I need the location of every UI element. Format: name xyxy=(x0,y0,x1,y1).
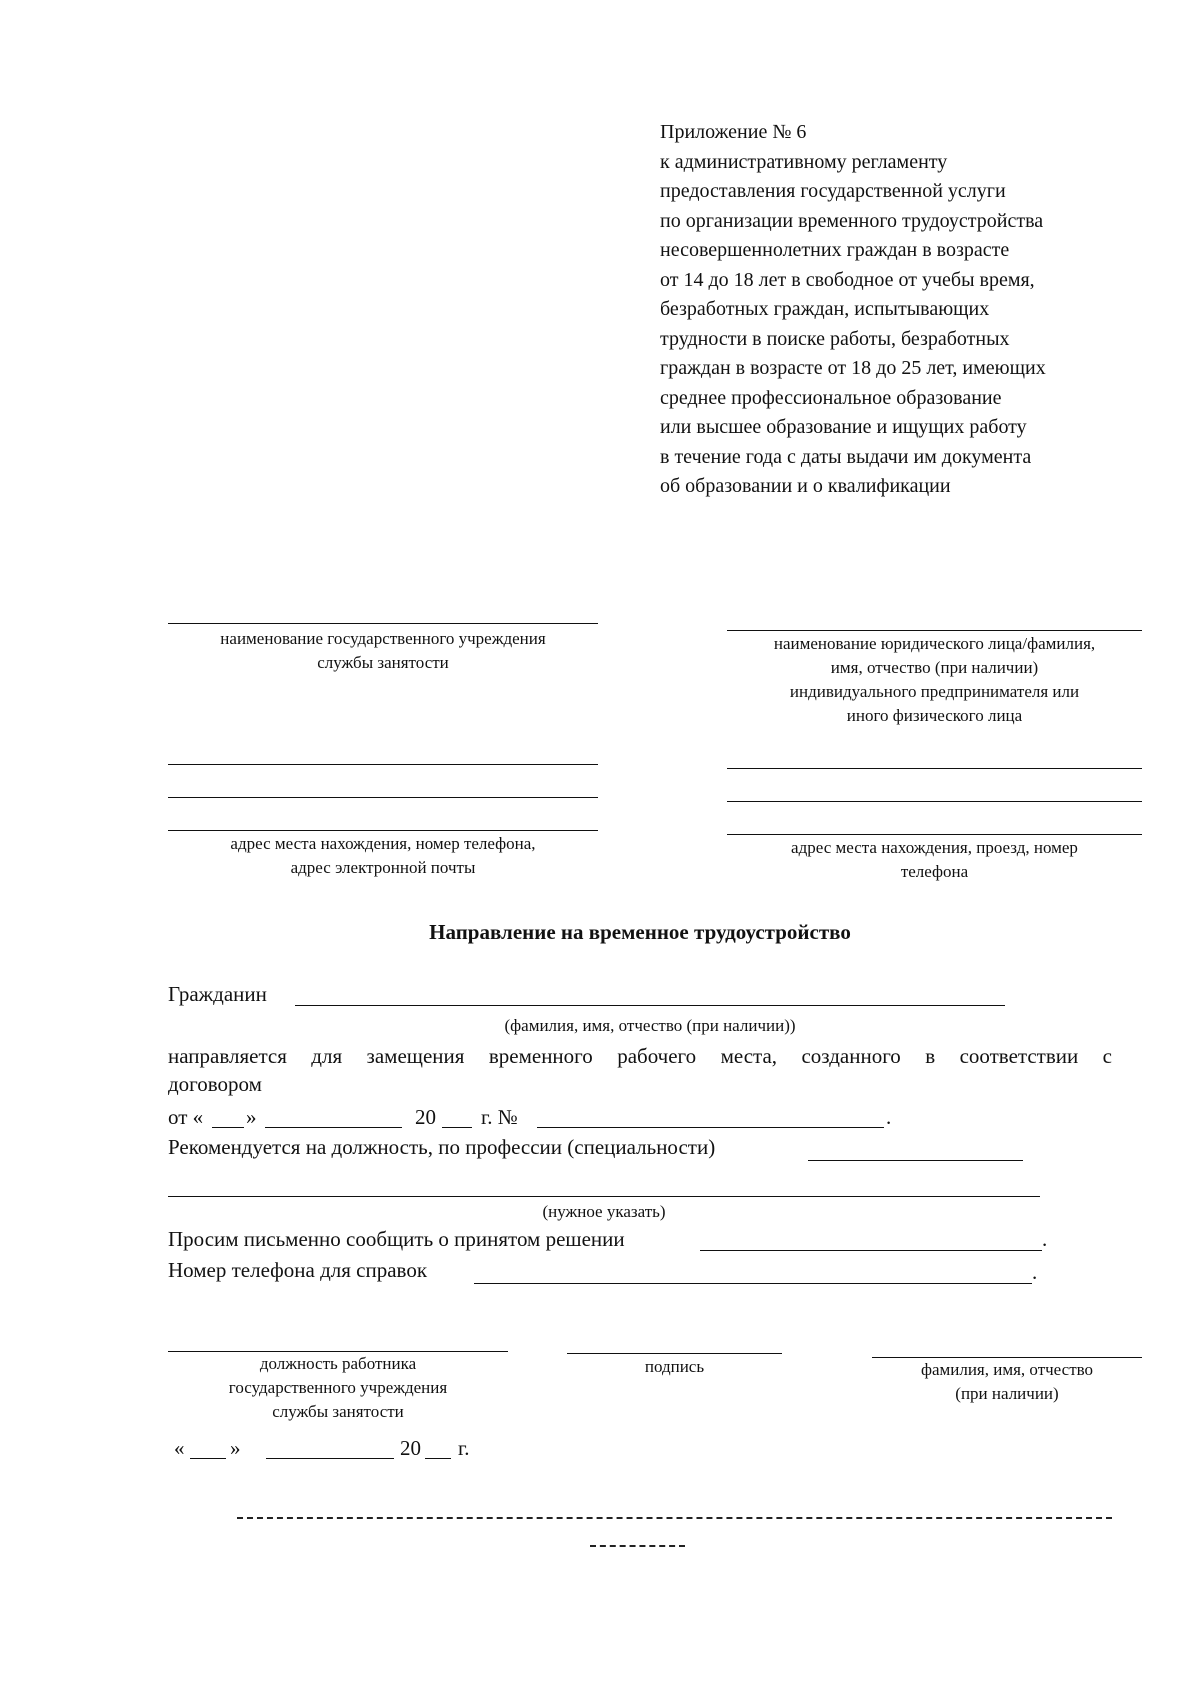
cut-separator xyxy=(237,1517,1112,1519)
fio-signature-caption: фамилия, имя, отчество (при наличии) xyxy=(920,1360,1094,1403)
appendix-line: среднее профессиональное образование xyxy=(660,386,1002,409)
appendix-line: от 14 до 18 лет в свободное от учебы время, xyxy=(660,268,1035,291)
directed-text-line: направляется для замещения временного рабочего места, созданного в соответствии с xyxy=(168,1044,1112,1068)
signature-line[interactable] xyxy=(567,1353,782,1354)
position-field[interactable] xyxy=(808,1160,1023,1161)
position-field-continued[interactable] xyxy=(168,1196,1040,1197)
institution-address-line[interactable] xyxy=(168,797,598,798)
appendix-block xyxy=(660,118,1046,502)
institution-address-caption: адрес места нахождения, номер телефона, адрес электронной почты xyxy=(230,834,536,877)
phone-field[interactable] xyxy=(474,1283,1032,1284)
date-month-field[interactable] xyxy=(266,1458,394,1459)
appendix-line: несовершеннолетних граждан в возрасте xyxy=(660,239,1010,261)
employer-address-line[interactable] xyxy=(727,768,1142,769)
date-day-field[interactable] xyxy=(190,1458,226,1459)
citizen-name-caption: (фамилия, имя, отчество (при наличии)) xyxy=(504,1016,796,1035)
appendix-line: трудности в поиске работы, безработных xyxy=(660,327,1010,350)
institution-name-line[interactable] xyxy=(168,623,598,624)
employer-address-line[interactable] xyxy=(727,834,1142,835)
institution-address-line[interactable] xyxy=(168,830,598,831)
position-signature-caption: должность работника государственного учреждения службы занятости xyxy=(228,1354,448,1421)
specify-caption: (нужное указать) xyxy=(542,1202,666,1221)
decision-label: Просим письменно сообщить о принятом решении xyxy=(168,1227,625,1251)
contract-close-quote: » xyxy=(246,1105,257,1129)
recommended-label: Рекомендуется на должность, по профессии (специальности) xyxy=(168,1135,716,1159)
contract-from-label: от « xyxy=(168,1105,204,1129)
contract-period: . xyxy=(886,1105,892,1129)
employer-name-line[interactable] xyxy=(727,630,1142,631)
contract-month-field[interactable] xyxy=(265,1127,402,1128)
decision-field[interactable] xyxy=(700,1250,1042,1251)
document-title: Направление на временное трудоустройство xyxy=(429,920,851,944)
employer-address-caption: адрес места нахождения, проезд, номер телефона xyxy=(791,838,1078,881)
appendix-line: к административному регламенту xyxy=(660,150,948,173)
contract-year-field[interactable] xyxy=(442,1127,472,1128)
date-close-quote: » xyxy=(230,1436,241,1460)
institution-address-line[interactable] xyxy=(168,764,598,765)
cut-separator-short xyxy=(590,1545,685,1547)
date-year-field[interactable] xyxy=(425,1458,451,1459)
appendix-line: предоставления государственной услуги xyxy=(660,180,1006,202)
appendix-line: или высшее образование и ищущих работу xyxy=(660,416,1027,438)
signature-caption: подпись xyxy=(644,1357,705,1376)
date-year-prefix: 20 xyxy=(400,1436,421,1460)
institution-name-caption: наименование государственного учреждения службы занятости xyxy=(220,629,546,672)
appendix-line: об образовании и о квалификации xyxy=(660,475,951,497)
appendix-line: безработных граждан, испытывающих xyxy=(660,298,990,320)
employer-address-line[interactable] xyxy=(727,801,1142,802)
employer-name-caption: наименование юридического лица/фамилия, имя, отчество (при наличии) индивидуального предпринимателя или иного физического лица xyxy=(773,634,1096,725)
contract-number-label: г. № xyxy=(481,1105,518,1129)
phone-period: . xyxy=(1032,1260,1038,1284)
phone-label: Номер телефона для справок xyxy=(168,1258,428,1282)
citizen-label: Гражданин xyxy=(168,982,267,1006)
contract-day-field[interactable] xyxy=(212,1127,244,1128)
contract-year-prefix: 20 xyxy=(415,1105,436,1129)
appendix-line: в течение года с даты выдачи им документа xyxy=(660,445,1032,468)
decision-period: . xyxy=(1042,1227,1048,1251)
date-open-quote: « xyxy=(174,1436,185,1460)
appendix-number: Приложение № 6 xyxy=(660,121,807,143)
appendix-line: граждан в возрасте от 18 до 25 лет, имеющих xyxy=(660,357,1046,379)
directed-text-line: договором xyxy=(168,1072,262,1096)
date-g-label: г. xyxy=(458,1436,470,1460)
appendix-line: по организации временного трудоустройства xyxy=(660,209,1044,232)
citizen-name-field[interactable] xyxy=(295,1005,1005,1006)
contract-number-field[interactable] xyxy=(537,1127,884,1128)
